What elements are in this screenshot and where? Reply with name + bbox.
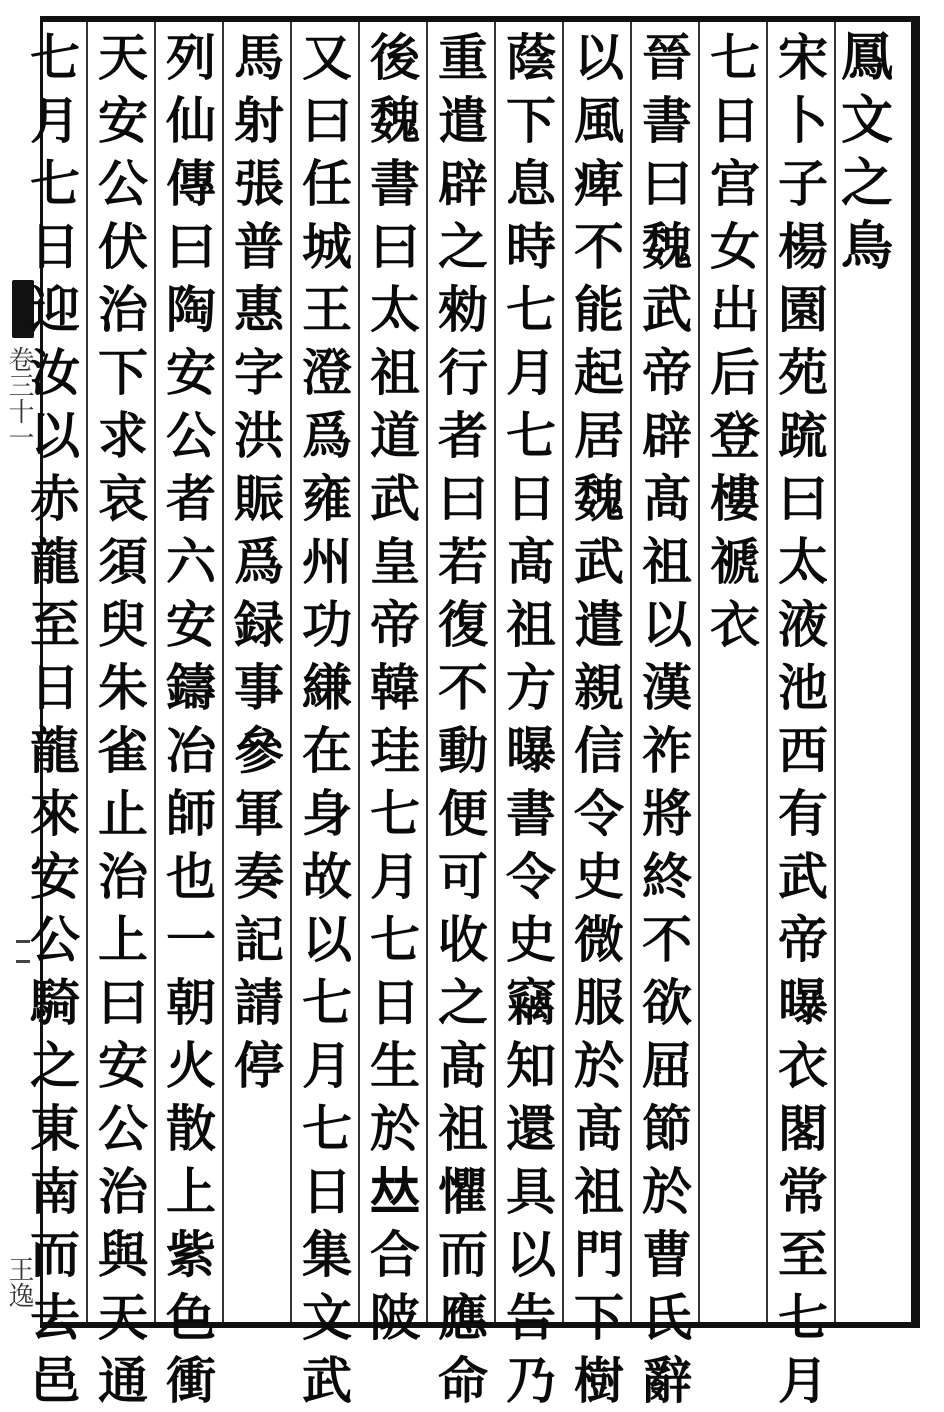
glyph: 樹 — [574, 1351, 624, 1410]
glyph: 文 — [302, 1288, 352, 1347]
glyph: 卜 — [778, 91, 828, 150]
glyph: 六 — [166, 532, 216, 591]
glyph: 之 — [840, 153, 893, 214]
glyph: 具 — [506, 1162, 556, 1221]
glyph: 曝 — [506, 721, 556, 780]
glyph: 任 — [302, 154, 352, 213]
glyph: 楊 — [778, 217, 828, 276]
glyph: 公 — [166, 406, 216, 465]
glyph: 去 — [30, 1288, 80, 1347]
glyph: 門 — [574, 1225, 624, 1284]
glyph: 須 — [98, 532, 148, 591]
glyph: 竊 — [506, 973, 556, 1032]
glyph: 令 — [574, 784, 624, 843]
glyph: 普 — [234, 217, 284, 276]
text-column — [296, 26, 358, 1412]
glyph: 晉 — [642, 28, 692, 87]
glyph: 帝 — [778, 910, 828, 969]
glyph: 七 — [370, 910, 420, 969]
glyph: 遣 — [574, 595, 624, 654]
glyph: 衣 — [710, 595, 760, 654]
glyph: 辟 — [642, 406, 692, 465]
glyph: 起 — [574, 343, 624, 402]
glyph: 臾 — [98, 595, 148, 654]
glyph: 治 — [98, 280, 148, 339]
glyph: 祖 — [574, 1162, 624, 1221]
column-rule — [290, 22, 292, 1322]
glyph: 字 — [234, 343, 284, 402]
glyph: 動 — [438, 721, 488, 780]
glyph: 若 — [438, 532, 488, 591]
glyph: 道 — [370, 406, 420, 465]
glyph: 以 — [302, 910, 352, 969]
glyph: 史 — [574, 847, 624, 906]
glyph: 髙 — [438, 1036, 488, 1095]
glyph: 不 — [438, 658, 488, 717]
glyph: 以 — [642, 595, 692, 654]
glyph: 應 — [438, 1288, 488, 1347]
glyph: 魏 — [642, 217, 692, 276]
glyph: 還 — [506, 1099, 556, 1158]
glyph: 迎 — [30, 280, 80, 339]
glyph: 令 — [506, 847, 556, 906]
glyph: 禠 — [710, 532, 760, 591]
text-column — [24, 26, 86, 1412]
glyph: 請 — [234, 973, 284, 1032]
glyph: 武 — [302, 1351, 352, 1410]
glyph: 邑 — [30, 1351, 80, 1410]
glyph: 記 — [234, 910, 284, 969]
glyph: 帝 — [370, 595, 420, 654]
glyph: 事 — [234, 658, 284, 717]
glyph: 子 — [778, 154, 828, 213]
glyph: 風 — [574, 91, 624, 150]
glyph: 出 — [710, 280, 760, 339]
glyph: 漢 — [642, 658, 692, 717]
glyph: 城 — [302, 217, 352, 276]
glyph: 與 — [98, 1225, 148, 1284]
glyph: 曰 — [302, 91, 352, 150]
glyph: 節 — [642, 1099, 692, 1158]
glyph: 太 — [370, 280, 420, 339]
glyph: 日 — [370, 973, 420, 1032]
glyph: 液 — [778, 595, 828, 654]
glyph: 上 — [166, 1162, 216, 1221]
glyph: 勑 — [438, 280, 488, 339]
glyph: 天 — [98, 1288, 148, 1347]
column-rule — [766, 22, 768, 1322]
glyph: 髙 — [574, 1099, 624, 1158]
glyph: 止 — [98, 784, 148, 843]
glyph: 王 — [302, 280, 352, 339]
column-rule — [358, 22, 360, 1322]
glyph: 西 — [778, 721, 828, 780]
glyph: 后 — [710, 343, 760, 402]
glyph: 色 — [166, 1288, 216, 1347]
glyph: 安 — [166, 595, 216, 654]
glyph: 射 — [234, 91, 284, 150]
glyph: 宋 — [778, 28, 828, 87]
glyph: 至 — [778, 1225, 828, 1284]
glyph: 曰 — [370, 217, 420, 276]
glyph: 上 — [98, 910, 148, 969]
glyph: 祖 — [438, 1099, 488, 1158]
glyph: 公 — [98, 1099, 148, 1158]
glyph: 日 — [302, 1162, 352, 1221]
text-column — [92, 26, 154, 1412]
glyph: 公 — [98, 154, 148, 213]
glyph: 時 — [506, 217, 556, 276]
column-rule — [630, 22, 632, 1322]
glyph: 生 — [370, 1036, 420, 1095]
text-column — [704, 26, 766, 656]
glyph: 日 — [506, 469, 556, 528]
glyph: 祖 — [370, 343, 420, 402]
glyph: 於 — [642, 1162, 692, 1221]
glyph: 七 — [30, 28, 80, 87]
text-column — [636, 26, 698, 1412]
glyph: 終 — [642, 847, 692, 906]
glyph: 於 — [370, 1099, 420, 1158]
text-column — [772, 26, 834, 1412]
glyph: 月 — [778, 1351, 828, 1410]
glyph: 池 — [778, 658, 828, 717]
glyph: 日 — [710, 91, 760, 150]
glyph: 安 — [166, 343, 216, 402]
glyph: 武 — [370, 469, 420, 528]
glyph: 龍 — [30, 532, 80, 591]
glyph: 遣 — [438, 91, 488, 150]
glyph: 仙 — [166, 91, 216, 150]
glyph: 曰 — [98, 973, 148, 1032]
glyph: 治 — [98, 1162, 148, 1221]
glyph: 蔭 — [506, 28, 556, 87]
glyph: 告 — [506, 1288, 556, 1347]
glyph: 重 — [438, 28, 488, 87]
glyph: 安 — [98, 1036, 148, 1095]
glyph: 鑄 — [166, 658, 216, 717]
glyph: 以 — [30, 406, 80, 465]
glyph: 七 — [302, 1099, 352, 1158]
glyph: 親 — [574, 658, 624, 717]
glyph: 𠀤 — [370, 1162, 420, 1221]
glyph: 月 — [370, 847, 420, 906]
glyph: 者 — [166, 469, 216, 528]
glyph: 苑 — [778, 343, 828, 402]
glyph: 傳 — [166, 154, 216, 213]
column-rule — [86, 22, 88, 1322]
glyph: 氏 — [642, 1288, 692, 1347]
glyph: 賑 — [234, 469, 284, 528]
glyph: 韓 — [370, 658, 420, 717]
glyph: 日 — [30, 217, 80, 276]
margin-bottom-text: 王逸 — [4, 1256, 34, 1308]
glyph: 雍 — [302, 469, 352, 528]
glyph: 紫 — [166, 1225, 216, 1284]
glyph: 來 — [30, 784, 80, 843]
glyph: 微 — [574, 910, 624, 969]
glyph: 皇 — [370, 532, 420, 591]
glyph: 祚 — [642, 721, 692, 780]
glyph: 哀 — [98, 469, 148, 528]
fold-text: 卷三十一 — [4, 346, 34, 450]
glyph: 魏 — [370, 91, 420, 150]
glyph: 園 — [778, 280, 828, 339]
glyph: 七 — [710, 28, 760, 87]
glyph: 而 — [30, 1225, 80, 1284]
column-rule — [562, 22, 564, 1322]
glyph: 信 — [574, 721, 624, 780]
glyph: 曰 — [778, 469, 828, 528]
glyph: 月 — [30, 91, 80, 150]
glyph: 帝 — [642, 343, 692, 402]
glyph: 魏 — [574, 469, 624, 528]
glyph: 爲 — [302, 406, 352, 465]
glyph: 伏 — [98, 217, 148, 276]
glyph: 閣 — [778, 1099, 828, 1158]
glyph: 月 — [506, 343, 556, 402]
glyph: 師 — [166, 784, 216, 843]
text-column — [432, 26, 494, 1412]
glyph: 曝 — [778, 973, 828, 1032]
glyph: 張 — [234, 154, 284, 213]
glyph: 功 — [302, 595, 352, 654]
glyph: 七 — [506, 406, 556, 465]
glyph: 冶 — [166, 721, 216, 780]
glyph: 縑 — [302, 658, 352, 717]
glyph: 七 — [506, 280, 556, 339]
glyph: 朝 — [166, 973, 216, 1032]
glyph: 於 — [574, 1036, 624, 1095]
glyph: 收 — [438, 910, 488, 969]
glyph: 求 — [98, 406, 148, 465]
glyph: 曰 — [642, 154, 692, 213]
glyph: 又 — [302, 28, 352, 87]
glyph: 馬 — [234, 28, 284, 87]
glyph: 七 — [30, 154, 80, 213]
glyph: 能 — [574, 280, 624, 339]
glyph: 將 — [642, 784, 692, 843]
glyph: 在 — [302, 721, 352, 780]
glyph: 下 — [98, 343, 148, 402]
glyph: 安 — [98, 91, 148, 150]
glyph: 騎 — [30, 973, 80, 1032]
glyph: 登 — [710, 406, 760, 465]
glyph: 武 — [574, 532, 624, 591]
glyph: 通 — [98, 1351, 148, 1410]
glyph: 欲 — [642, 973, 692, 1032]
glyph: 女 — [710, 217, 760, 276]
glyph: 便 — [438, 784, 488, 843]
glyph: 曰 — [166, 217, 216, 276]
glyph: 書 — [642, 91, 692, 150]
glyph: 有 — [778, 784, 828, 843]
glyph: 不 — [642, 910, 692, 969]
glyph: 居 — [574, 406, 624, 465]
glyph: 珪 — [370, 721, 420, 780]
glyph: 武 — [642, 280, 692, 339]
glyph: 痺 — [574, 154, 624, 213]
glyph: 宫 — [710, 154, 760, 213]
text-column — [500, 26, 562, 1412]
glyph: 爲 — [234, 532, 284, 591]
glyph: 故 — [302, 847, 352, 906]
glyph: 鳥 — [840, 216, 893, 277]
glyph: 行 — [438, 343, 488, 402]
glyph: 惠 — [234, 280, 284, 339]
glyph: 一 — [166, 910, 216, 969]
column-rule — [154, 22, 156, 1322]
glyph: 月 — [302, 1036, 352, 1095]
glyph: 州 — [302, 532, 352, 591]
glyph: 火 — [166, 1036, 216, 1095]
glyph: 散 — [166, 1099, 216, 1158]
glyph: 不 — [574, 217, 624, 276]
glyph: 方 — [506, 658, 556, 717]
glyph: 七 — [302, 973, 352, 1032]
column-rule — [698, 22, 700, 1322]
glyph: 録 — [234, 595, 284, 654]
glyph: 衝 — [166, 1351, 216, 1410]
glyph: 朱 — [98, 658, 148, 717]
glyph: 公 — [30, 910, 80, 969]
glyph: 太 — [778, 532, 828, 591]
glyph: 以 — [506, 1225, 556, 1284]
glyph: 衣 — [778, 1036, 828, 1095]
glyph: 可 — [438, 847, 488, 906]
glyph: 身 — [302, 784, 352, 843]
glyph: 至 — [30, 595, 80, 654]
glyph: 懼 — [438, 1162, 488, 1221]
glyph: 列 — [166, 28, 216, 87]
glyph: 䟽 — [778, 406, 828, 465]
glyph: 七 — [370, 784, 420, 843]
glyph: 後 — [370, 28, 420, 87]
glyph: 治 — [98, 847, 148, 906]
column-rule — [222, 22, 224, 1322]
glyph: 以 — [574, 28, 624, 87]
glyph: 日 — [30, 658, 80, 717]
glyph: 鳳 — [840, 27, 893, 88]
glyph: 澄 — [302, 343, 352, 402]
glyph: 而 — [438, 1225, 488, 1284]
glyph: 南 — [30, 1162, 80, 1221]
glyph: 髙 — [642, 469, 692, 528]
glyph: 服 — [574, 973, 624, 1032]
glyph: 之 — [438, 217, 488, 276]
glyph: 史 — [506, 910, 556, 969]
glyph: 辭 — [642, 1351, 692, 1410]
glyph: 軍 — [234, 784, 284, 843]
glyph: 復 — [438, 595, 488, 654]
glyph: 陂 — [370, 1288, 420, 1347]
glyph: 者 — [438, 406, 488, 465]
glyph: 屈 — [642, 1036, 692, 1095]
glyph: 祖 — [642, 532, 692, 591]
glyph: 息 — [506, 154, 556, 213]
glyph: 書 — [370, 154, 420, 213]
glyph: 陶 — [166, 280, 216, 339]
glyph: 之 — [30, 1036, 80, 1095]
glyph: 奏 — [234, 847, 284, 906]
glyph: 七 — [778, 1288, 828, 1347]
glyph: 曰 — [438, 469, 488, 528]
glyph: 雀 — [98, 721, 148, 780]
glyph: 祖 — [506, 595, 556, 654]
glyph: 停 — [234, 1036, 284, 1095]
glyph: 天 — [98, 28, 148, 87]
text-column — [364, 26, 426, 1349]
glyph: 安 — [30, 847, 80, 906]
glyph: 洪 — [234, 406, 284, 465]
glyph: 文 — [840, 90, 893, 151]
glyph: 汝 — [30, 343, 80, 402]
glyph: 東 — [30, 1099, 80, 1158]
text-column — [568, 26, 630, 1412]
glyph: 常 — [778, 1162, 828, 1221]
glyph: 知 — [506, 1036, 556, 1095]
glyph: 之 — [438, 973, 488, 1032]
glyph: 辟 — [438, 154, 488, 213]
glyph: 命 — [438, 1351, 488, 1410]
glyph: 赤 — [30, 469, 80, 528]
glyph: 參 — [234, 721, 284, 780]
glyph: 龍 — [30, 721, 80, 780]
column-rule — [426, 22, 428, 1322]
column-rule — [494, 22, 496, 1322]
heading-column — [836, 26, 898, 278]
glyph: 曹 — [642, 1225, 692, 1284]
glyph: 樓 — [710, 469, 760, 528]
glyph: 書 — [506, 784, 556, 843]
glyph: 集 — [302, 1225, 352, 1284]
glyph: 合 — [370, 1225, 420, 1284]
glyph: 髙 — [506, 532, 556, 591]
text-column — [160, 26, 222, 1412]
glyph: 也 — [166, 847, 216, 906]
glyph: 下 — [506, 91, 556, 150]
text-column — [228, 26, 290, 1097]
glyph: 下 — [574, 1288, 624, 1347]
glyph: 武 — [778, 847, 828, 906]
glyph: 乃 — [506, 1351, 556, 1410]
